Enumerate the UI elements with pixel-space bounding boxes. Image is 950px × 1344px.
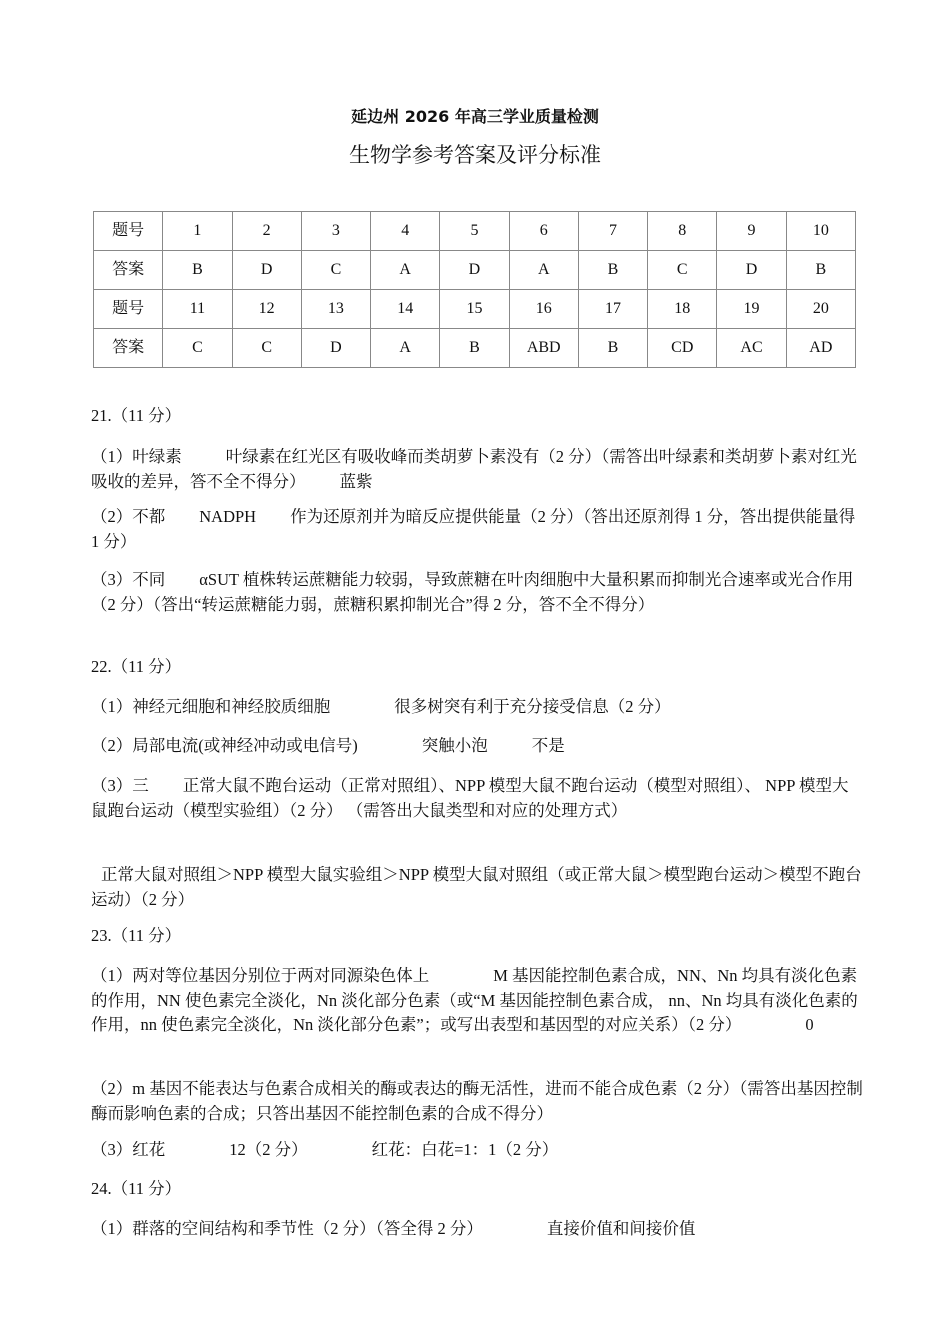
table-cell: 8 bbox=[648, 212, 717, 251]
q22-heading: 22.（11 分） bbox=[91, 657, 182, 676]
q22-part4: 正常大鼠对照组＞NPP 模型大鼠实验组＞NPP 模型大鼠对照组（或正常大鼠＞模型跑台运动＞模型不跑台运动）（2 分） bbox=[91, 865, 862, 909]
q24-heading: 24.（11 分） bbox=[91, 1179, 182, 1198]
table-cell: B bbox=[440, 329, 509, 368]
table-cell: C bbox=[232, 329, 301, 368]
table-cell: 13 bbox=[301, 290, 370, 329]
q21-part1: （1）叶绿素 叶绿素在红光区有吸收峰而类胡萝卜素没有（2 分）（需答出叶绿素和类胡萝卜素对红光吸收的差异，答不全不得分） 蓝紫 bbox=[91, 447, 857, 491]
table-cell: A bbox=[509, 251, 578, 290]
q22-part3: （3）三 正常大鼠不跑台运动（正常对照组）、NPP 模型大鼠不跑台运动（模型对照组）、 NPP 模型大鼠跑台运动（模型实验组）（2 分） （需答出大鼠类型和对应的处理方式） bbox=[91, 776, 849, 820]
table-cell: 14 bbox=[371, 290, 440, 329]
table-cell: 9 bbox=[717, 212, 786, 251]
table-row bbox=[94, 251, 856, 290]
q24-part1: （1）群落的空间结构和季节性（2 分）（答全得 2 分） 直接价值和间接价值 bbox=[91, 1219, 696, 1238]
table-cell: 7 bbox=[578, 212, 647, 251]
table-cell: 6 bbox=[509, 212, 578, 251]
table-cell: AC bbox=[717, 329, 786, 368]
table-cell: C bbox=[163, 329, 232, 368]
row-label: 题号 bbox=[94, 212, 163, 251]
table-cell: 20 bbox=[786, 290, 855, 329]
table-cell: 2 bbox=[232, 212, 301, 251]
row-label: 答案 bbox=[94, 329, 163, 368]
q22-part1: （1）神经元细胞和神经胶质细胞 很多树突有利于充分接受信息（2 分） bbox=[91, 697, 671, 716]
table-cell: ABD bbox=[509, 329, 578, 368]
table-cell: C bbox=[648, 251, 717, 290]
table-cell: 19 bbox=[717, 290, 786, 329]
table-cell: 3 bbox=[301, 212, 370, 251]
q23-part1: （1）两对等位基因分别位于两对同源染色体上 M 基因能控制色素合成，NN、Nn 均具有淡化色素的作用，NN 使色素完全淡化，Nn 淡化部分色素（或“M 基因能控制色素合成， nn、Nn 均具有淡化色素的作用，nn 使色素完全淡化，Nn 淡化部分色素”；或写出表型和基因型的对应关系）（2 分） 0 bbox=[91, 966, 858, 1034]
q21-part2: （2）不都 NADPH 作为还原剂并为暗反应提供能量（2 分）（答出还原剂得 1 分，答出提供能量得 1 分） bbox=[91, 507, 856, 551]
q21-heading: 21.（11 分） bbox=[91, 406, 182, 425]
table-cell: B bbox=[578, 329, 647, 368]
q23-heading: 23.（11 分） bbox=[91, 926, 182, 945]
doc-title: 延边州 2026 年高三学业质量检测 bbox=[351, 107, 599, 126]
q21-part3: （3）不同 αSUT 植株转运蔗糖能力较弱，导致蔗糖在叶肉细胞中大量积累而抑制光合速率或光合作用（2 分）（答出“转运蔗糖能力弱，蔗糖积累抑制光合”得 2 分，答不全不得分） bbox=[91, 570, 854, 614]
table-cell: 15 bbox=[440, 290, 509, 329]
table-cell: AD bbox=[786, 329, 855, 368]
table-cell: A bbox=[371, 251, 440, 290]
answer-table bbox=[93, 211, 856, 368]
row-label: 题号 bbox=[94, 290, 163, 329]
table-cell: A bbox=[371, 329, 440, 368]
table-cell: 10 bbox=[786, 212, 855, 251]
table-cell: 11 bbox=[163, 290, 232, 329]
doc-subtitle: 生物学参考答案及评分标准 bbox=[349, 143, 601, 167]
table-cell: CD bbox=[648, 329, 717, 368]
table-cell: D bbox=[717, 251, 786, 290]
q22-part2: （2）局部电流(或神经冲动或电信号) 突触小泡 不是 bbox=[91, 736, 565, 755]
table-cell: 18 bbox=[648, 290, 717, 329]
table-cell: D bbox=[301, 329, 370, 368]
table-cell: B bbox=[163, 251, 232, 290]
table-cell: D bbox=[440, 251, 509, 290]
table-cell: 12 bbox=[232, 290, 301, 329]
q23-part2: （2）m 基因不能表达与色素合成相关的酶或表达的酶无活性，进而不能合成色素（2 分）（需答出基因控制酶而影响色素的合成；只答出基因不能控制色素的合成不得分） bbox=[91, 1079, 863, 1123]
table-cell: B bbox=[578, 251, 647, 290]
table-row bbox=[94, 329, 856, 368]
table-cell: 5 bbox=[440, 212, 509, 251]
table-cell: 1 bbox=[163, 212, 232, 251]
table-cell: B bbox=[786, 251, 855, 290]
table-cell: 17 bbox=[578, 290, 647, 329]
table-row bbox=[94, 290, 856, 329]
table-cell: 16 bbox=[509, 290, 578, 329]
table-cell: D bbox=[232, 251, 301, 290]
table-row bbox=[94, 212, 856, 251]
q23-part3: （3）红花 12（2 分） 红花：白花=1：1（2 分） bbox=[91, 1140, 559, 1159]
table-cell: C bbox=[301, 251, 370, 290]
row-label: 答案 bbox=[94, 251, 163, 290]
table-cell: 4 bbox=[371, 212, 440, 251]
